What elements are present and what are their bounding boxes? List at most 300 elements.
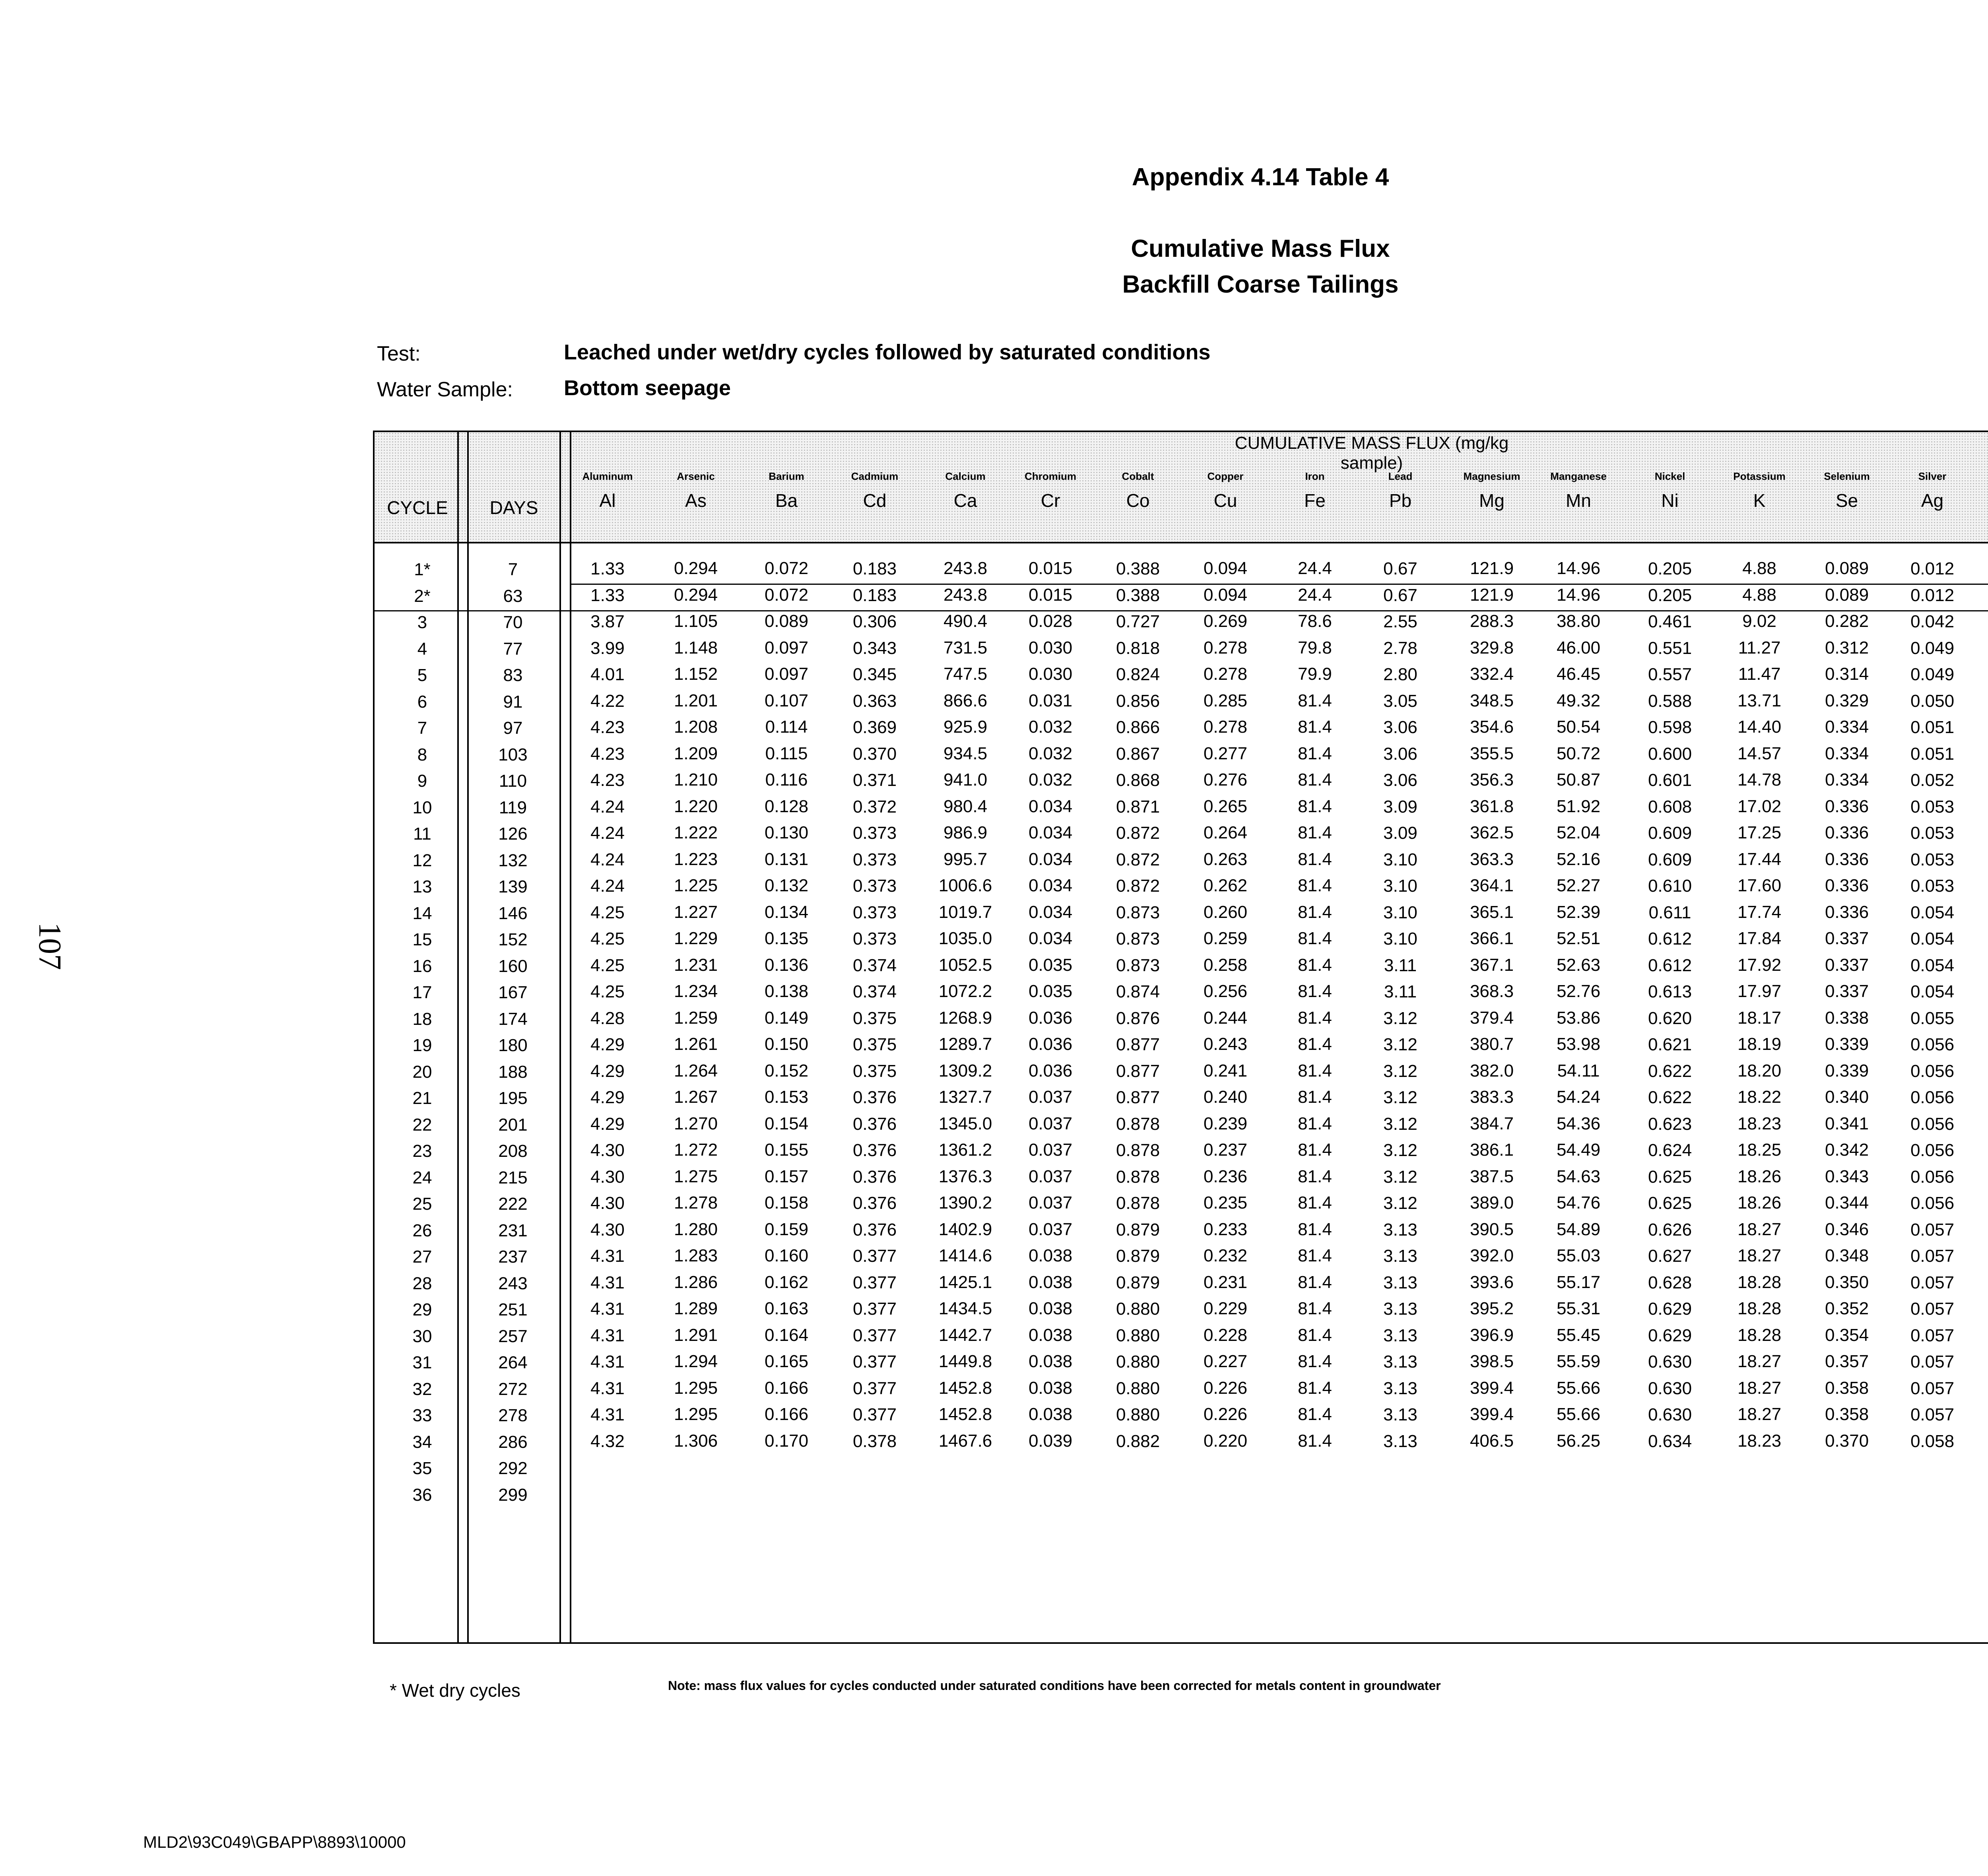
value-cell: 0.339	[1825, 1034, 1869, 1054]
value-cell: 0.872	[1116, 823, 1160, 843]
value-cell: 1390.2	[938, 1193, 992, 1213]
value-cell: 747.5	[943, 664, 988, 684]
value-cell: 386.1	[1470, 1140, 1514, 1160]
value-cell: 0.626	[1648, 1220, 1692, 1240]
days-cell: 152	[498, 930, 528, 949]
value-cell: 0.056	[1910, 1088, 1955, 1107]
value-cell: 3.05	[1383, 691, 1417, 711]
value-cell: 52.04	[1556, 823, 1601, 842]
value-cell: 0.036	[1028, 1034, 1073, 1054]
value-cell: 0.034	[1028, 876, 1073, 895]
value-cell: 0.231	[1203, 1272, 1248, 1292]
value-cell: 0.628	[1648, 1273, 1692, 1292]
value-cell: 3.13	[1383, 1299, 1417, 1319]
value-cell: 3.13	[1383, 1405, 1417, 1424]
value-cell: 0.244	[1203, 1008, 1248, 1028]
appendix-heading: Appendix 4.14 Table 4	[1132, 163, 1389, 191]
cycle-cell: 27	[412, 1247, 432, 1267]
value-cell: 980.4	[943, 796, 988, 816]
value-cell: 0.054	[1910, 955, 1955, 975]
value-cell: 0.358	[1825, 1405, 1869, 1424]
value-cell: 81.4	[1298, 743, 1332, 763]
element-symbol-header	[1976, 490, 1988, 511]
value-cell: 0.377	[852, 1246, 897, 1266]
value-cell: 4.24	[590, 797, 625, 817]
value-cell: 1072.2	[938, 982, 992, 1001]
value-cell: 1434.5	[938, 1299, 992, 1318]
value-cell: 0.157	[764, 1166, 809, 1186]
value-cell: 0.232	[1203, 1246, 1248, 1265]
value-cell: 0.057	[1910, 1246, 1955, 1266]
element-symbol-header: Ca	[953, 490, 977, 511]
value-cell: 0.205	[1648, 585, 1692, 605]
cycle-cell: 12	[412, 850, 432, 870]
days-cell: 7	[508, 560, 518, 579]
value-cell: 0.056	[1910, 1141, 1955, 1160]
value-cell: 0.034	[1028, 929, 1073, 948]
value-cell: 0.551	[1648, 638, 1692, 658]
value-cell: 0.128	[764, 796, 809, 816]
value-cell: 4.24	[590, 876, 625, 896]
value-cell: 1289.7	[938, 1034, 992, 1054]
value-cell: 0.057	[1910, 1325, 1955, 1345]
value-cell: 1.208	[674, 717, 718, 737]
value-cell: 3.06	[1383, 718, 1417, 737]
value-cell: 393.6	[1470, 1272, 1514, 1292]
cycle-cell: 25	[412, 1194, 432, 1214]
value-cell: 0.370	[852, 744, 897, 764]
value-cell: 0.878	[1116, 1141, 1160, 1160]
value-cell: 0.67	[1383, 585, 1417, 605]
file-reference: MLD2\93C049\GBAPP\8893\10000	[143, 1833, 406, 1851]
value-cell: 367.1	[1470, 955, 1514, 975]
value-cell: 0.373	[852, 823, 897, 843]
cycle-cell: 34	[412, 1432, 432, 1452]
value-cell: 4.23	[590, 770, 625, 790]
value-cell: 0.334	[1825, 743, 1869, 763]
value-cell: 0.166	[764, 1378, 809, 1398]
cycle-cell: 24	[412, 1168, 432, 1187]
value-cell: 0.630	[1648, 1378, 1692, 1398]
element-symbol-header: Cd	[863, 490, 887, 511]
value-cell: 52.39	[1556, 902, 1601, 922]
value-cell: 18.23	[1737, 1114, 1782, 1133]
value-cell: 1.259	[674, 1008, 718, 1028]
value-cell: 0.634	[1648, 1431, 1692, 1451]
value-cell	[1980, 664, 1988, 684]
value-cell	[1980, 611, 1988, 631]
days-cell: 272	[498, 1379, 528, 1399]
value-cell: 0.094	[1203, 559, 1248, 578]
value-cell: 0.012	[1910, 585, 1955, 605]
value-cell: 0.038	[1028, 1405, 1073, 1424]
value-cell: 0.329	[1825, 691, 1869, 710]
value-cell: 81.4	[1298, 1114, 1332, 1133]
value-cell: 78.6	[1298, 611, 1332, 631]
value-cell: 0.160	[764, 1246, 809, 1265]
value-cell: 0.038	[1028, 1299, 1073, 1318]
value-cell: 11.27	[1738, 638, 1781, 658]
value-cell: 79.8	[1298, 638, 1332, 658]
days-cell: 70	[503, 613, 523, 632]
value-cell: 0.388	[1116, 585, 1160, 605]
value-cell: 0.049	[1910, 638, 1955, 658]
value-cell: 14.57	[1737, 743, 1782, 763]
days-cell: 103	[498, 745, 528, 764]
days-cell: 286	[498, 1432, 528, 1452]
value-cell: 17.92	[1737, 955, 1782, 975]
value-cell: 4.88	[1742, 559, 1776, 578]
value-cell: 0.880	[1116, 1405, 1160, 1424]
element-name-header: Chromium	[1025, 470, 1076, 482]
value-cell: 4.32	[590, 1431, 625, 1451]
value-cell	[1980, 823, 1988, 843]
value-cell: 0.612	[1648, 929, 1692, 949]
value-cell: 0.132	[764, 876, 809, 895]
days-header: DAYS	[489, 497, 538, 518]
value-cell: 1.225	[674, 876, 718, 895]
value-cell: 55.31	[1556, 1299, 1601, 1318]
value-cell: 0.376	[852, 1167, 897, 1187]
value-cell: 0.371	[852, 770, 897, 790]
value-cell: 0.630	[1648, 1405, 1692, 1424]
value-cell: 54.11	[1557, 1061, 1600, 1081]
cycle-cell: 33	[412, 1406, 432, 1425]
value-cell: 4.30	[590, 1193, 625, 1213]
days-cell: 83	[503, 665, 523, 685]
days-cell: 119	[499, 797, 527, 817]
value-cell: 81.4	[1298, 1272, 1332, 1292]
value-cell: 0.874	[1116, 982, 1160, 1001]
value-cell: 0.039	[1028, 1431, 1073, 1451]
cycle-cell: 4	[417, 639, 427, 659]
value-cell: 399.4	[1470, 1405, 1514, 1424]
value-cell: 1.275	[674, 1166, 718, 1186]
value-cell: 0.278	[1203, 664, 1248, 684]
cycle-cell: 17	[412, 983, 432, 1002]
value-cell: 361.8	[1470, 796, 1514, 816]
value-cell: 1.223	[674, 849, 718, 869]
value-cell: 0.370	[1825, 1431, 1869, 1451]
value-cell: 0.037	[1028, 1166, 1073, 1186]
value-cell: 1035.0	[938, 929, 992, 948]
value-cell: 0.056	[1910, 1035, 1955, 1054]
value-cell: 1.210	[674, 770, 718, 790]
cycle-cell: 7	[417, 718, 427, 738]
value-cell	[1980, 638, 1988, 658]
value-cell: 4.29	[590, 1114, 625, 1134]
value-cell: 50.54	[1556, 717, 1601, 737]
value-cell: 17.44	[1737, 849, 1782, 869]
value-cell: 0.227	[1203, 1352, 1248, 1371]
value-cell: 0.609	[1648, 850, 1692, 869]
value-cell: 3.09	[1383, 823, 1417, 843]
test-label: Test:	[377, 342, 421, 365]
value-cell: 0.262	[1203, 876, 1248, 895]
value-cell: 0.277	[1203, 743, 1248, 763]
value-cell: 3.10	[1383, 902, 1417, 922]
cycle-cell: 10	[412, 797, 432, 817]
value-cell: 0.346	[1825, 1219, 1869, 1239]
value-cell: 0.880	[1116, 1325, 1160, 1345]
value-cell: 1376.3	[938, 1166, 992, 1186]
value-cell: 18.25	[1737, 1140, 1782, 1160]
value-cell: 4.30	[590, 1167, 625, 1187]
value-cell: 0.376	[852, 1193, 897, 1213]
value-cell: 0.336	[1825, 823, 1869, 842]
value-cell: 81.4	[1298, 1008, 1332, 1028]
value-cell: 3.12	[1383, 1114, 1417, 1134]
value-cell: 18.28	[1737, 1325, 1782, 1345]
value-cell	[1980, 1220, 1988, 1240]
value-cell	[1980, 1008, 1988, 1028]
value-cell: 731.5	[943, 638, 988, 658]
value-cell: 366.1	[1470, 929, 1514, 948]
days-cell: 215	[498, 1168, 528, 1187]
value-cell: 0.131	[764, 849, 809, 869]
cycle-cell: 16	[412, 956, 432, 976]
value-cell: 0.042	[1910, 612, 1955, 631]
value-cell	[1980, 876, 1988, 896]
days-cell: 237	[498, 1247, 528, 1267]
value-cell: 3.13	[1383, 1246, 1417, 1266]
element-name-header: Calcium	[945, 470, 986, 482]
value-cell: 0.866	[1116, 718, 1160, 737]
value-cell: 0.089	[1825, 559, 1869, 578]
value-cell: 38.80	[1556, 611, 1601, 631]
element-symbol-header: Co	[1126, 490, 1150, 511]
value-cell: 0.461	[1648, 612, 1692, 631]
value-cell: 0.312	[1825, 638, 1869, 658]
value-cell: 0.375	[852, 1061, 897, 1081]
value-cell: 0.873	[1116, 929, 1160, 949]
value-cell: 0.336	[1825, 796, 1869, 816]
value-cell: 55.66	[1556, 1378, 1601, 1398]
value-cell: 0.038	[1028, 1378, 1073, 1398]
value-cell: 363.3	[1470, 849, 1514, 869]
value-cell: 18.27	[1737, 1378, 1782, 1398]
value-cell: 355.5	[1470, 743, 1514, 763]
value-cell: 4.88	[1742, 585, 1776, 605]
value-cell: 0.228	[1203, 1325, 1248, 1345]
value-cell: 3.10	[1383, 929, 1417, 949]
value-cell	[1980, 1378, 1988, 1398]
value-cell: 0.880	[1116, 1352, 1160, 1372]
value-cell: 390.5	[1470, 1219, 1514, 1239]
value-cell: 3.06	[1383, 744, 1417, 764]
value-cell: 18.27	[1737, 1405, 1782, 1424]
value-cell: 0.375	[852, 1035, 897, 1054]
value-cell: 24.4	[1298, 559, 1332, 578]
value-cell: 52.16	[1556, 849, 1601, 869]
value-cell: 1345.0	[938, 1114, 992, 1133]
value-cell: 81.4	[1298, 1325, 1332, 1345]
value-cell: 380.7	[1470, 1034, 1514, 1054]
value-cell: 1.234	[674, 982, 718, 1001]
value-cell: 1442.7	[938, 1325, 992, 1345]
value-cell: 0.235	[1203, 1193, 1248, 1213]
value-cell: 0.343	[1825, 1166, 1869, 1186]
value-cell: 4.30	[590, 1220, 625, 1240]
value-cell: 0.344	[1825, 1193, 1869, 1213]
cycle-cell: 8	[417, 745, 427, 764]
value-cell: 0.094	[1203, 585, 1248, 605]
value-cell: 81.4	[1298, 876, 1332, 895]
value-cell: 0.265	[1203, 796, 1248, 816]
value-cell: 0.878	[1116, 1114, 1160, 1134]
value-cell: 18.20	[1737, 1061, 1782, 1081]
value-cell: 0.609	[1648, 823, 1692, 843]
days-column-separator	[559, 431, 561, 1644]
cycle-cell: 3	[417, 613, 427, 632]
value-cell: 1.227	[674, 902, 718, 922]
value-cell: 55.45	[1556, 1325, 1601, 1345]
value-cell: 0.872	[1116, 876, 1160, 896]
value-cell: 18.28	[1737, 1272, 1782, 1292]
value-cell: 0.050	[1910, 691, 1955, 711]
value-cell: 383.3	[1470, 1087, 1514, 1107]
value-cell: 0.089	[764, 611, 809, 631]
value-cell: 0.164	[764, 1325, 809, 1345]
cycle-cell: 23	[412, 1141, 432, 1161]
value-cell: 51.92	[1556, 796, 1601, 816]
value-cell: 18.27	[1737, 1246, 1782, 1265]
value-cell: 1.264	[674, 1061, 718, 1081]
value-cell: 0.623	[1648, 1114, 1692, 1134]
value-cell: 0.056	[1910, 1193, 1955, 1213]
value-cell: 17.02	[1737, 796, 1782, 816]
value-cell: 46.00	[1556, 638, 1601, 658]
element-name-header: Nickel	[1654, 470, 1685, 482]
value-cell: 1452.8	[938, 1405, 992, 1424]
cycle-cell: 15	[412, 930, 432, 949]
value-cell: 81.4	[1298, 1034, 1332, 1054]
days-cell: 188	[498, 1062, 528, 1082]
value-cell: 0.339	[1825, 1061, 1869, 1081]
value-cell: 52.76	[1556, 982, 1601, 1001]
value-cell: 0.378	[852, 1431, 897, 1451]
element-symbol-header: Mg	[1479, 490, 1505, 511]
value-cell: 368.3	[1470, 982, 1514, 1001]
value-cell: 3.10	[1383, 876, 1417, 896]
value-cell: 0.620	[1648, 1008, 1692, 1028]
value-cell: 1.286	[674, 1272, 718, 1292]
value-cell: 0.089	[1825, 585, 1869, 605]
value-cell: 0.377	[852, 1325, 897, 1345]
value-cell: 1.295	[674, 1405, 718, 1424]
value-cell: 0.258	[1203, 955, 1248, 975]
value-cell: 243.8	[943, 559, 988, 578]
value-cell: 4.24	[590, 823, 625, 843]
value-cell: 0.053	[1910, 876, 1955, 896]
value-cell: 0.243	[1203, 1034, 1248, 1054]
value-cell: 0.158	[764, 1193, 809, 1213]
value-cell: 348.5	[1470, 691, 1514, 710]
value-cell: 4.22	[590, 691, 625, 711]
value-cell: 0.334	[1825, 717, 1869, 737]
value-cell: 934.5	[943, 743, 988, 763]
days-cell: 160	[498, 956, 528, 976]
value-cell: 4.24	[590, 850, 625, 869]
value-cell: 399.4	[1470, 1378, 1514, 1398]
days-cell: 264	[498, 1353, 528, 1372]
value-cell: 0.056	[1910, 1167, 1955, 1187]
value-cell: 1.295	[674, 1378, 718, 1398]
value-cell: 79.9	[1298, 664, 1332, 684]
value-cell: 0.868	[1116, 770, 1160, 790]
element-name-header: Cadmium	[851, 470, 899, 482]
days-cell: 110	[499, 771, 527, 791]
value-cell: 0.259	[1203, 929, 1248, 948]
value-cell: 4.29	[590, 1088, 625, 1107]
value-cell: 0.334	[1825, 770, 1869, 790]
value-cell: 0.314	[1825, 664, 1869, 684]
value-cell: 0.028	[1028, 611, 1073, 631]
value-cell: 0.337	[1825, 929, 1869, 948]
value-cell: 382.0	[1470, 1061, 1514, 1081]
value-cell: 0.236	[1203, 1166, 1248, 1186]
value-cell: 362.5	[1470, 823, 1514, 842]
value-cell: 4.25	[590, 955, 625, 975]
value-cell: 0.057	[1910, 1273, 1955, 1292]
value-cell: 0.348	[1825, 1246, 1869, 1265]
cycle-cell: 21	[412, 1088, 432, 1108]
days-cell: 180	[498, 1036, 528, 1055]
element-name-header	[1976, 470, 1988, 483]
value-cell: 0.138	[764, 982, 809, 1001]
cycle-cell: 1*	[414, 560, 431, 579]
value-cell	[1980, 1140, 1988, 1160]
value-cell	[1980, 1352, 1988, 1372]
value-cell: 50.72	[1556, 743, 1601, 763]
value-cell: 0.369	[852, 718, 897, 737]
value-cell	[1980, 1087, 1988, 1107]
value-cell: 0.239	[1203, 1114, 1248, 1133]
value-cell: 0.373	[852, 850, 897, 869]
value-cell: 1.306	[674, 1431, 718, 1451]
value-cell: 0.612	[1648, 955, 1692, 975]
value-cell: 9.02	[1742, 611, 1776, 631]
value-cell: 0.032	[1028, 770, 1073, 790]
days-cell: 222	[498, 1194, 528, 1214]
days-cell: 63	[503, 586, 523, 606]
element-name-header: Selenium	[1824, 470, 1870, 482]
value-cell: 0.037	[1028, 1114, 1073, 1133]
test-value: Leached under wet/dry cycles followed by saturated conditions	[564, 340, 1211, 364]
value-cell	[1980, 585, 1988, 605]
value-cell	[1980, 1246, 1988, 1266]
value-cell: 0.057	[1910, 1299, 1955, 1319]
element-name-header: Magnesium	[1463, 470, 1520, 482]
value-cell: 0.377	[852, 1352, 897, 1372]
value-cell: 0.877	[1116, 1061, 1160, 1081]
value-cell: 0.343	[852, 638, 897, 658]
value-cell: 986.9	[943, 823, 988, 842]
value-cell	[1980, 691, 1988, 711]
value-cell	[1980, 1431, 1988, 1451]
value-cell: 4.31	[590, 1352, 625, 1372]
value-cell: 53.86	[1556, 1008, 1601, 1028]
element-name-header: Manganese	[1550, 470, 1607, 482]
value-cell: 288.3	[1470, 611, 1514, 631]
value-cell: 332.4	[1470, 664, 1514, 684]
value-cell: 4.23	[590, 744, 625, 764]
value-cell: 0.229	[1203, 1299, 1248, 1318]
value-cell: 3.12	[1383, 1061, 1417, 1081]
table-title: Cumulative Mass Flux	[1131, 235, 1390, 262]
value-cell: 0.205	[1648, 559, 1692, 578]
value-cell: 0.294	[674, 559, 718, 578]
